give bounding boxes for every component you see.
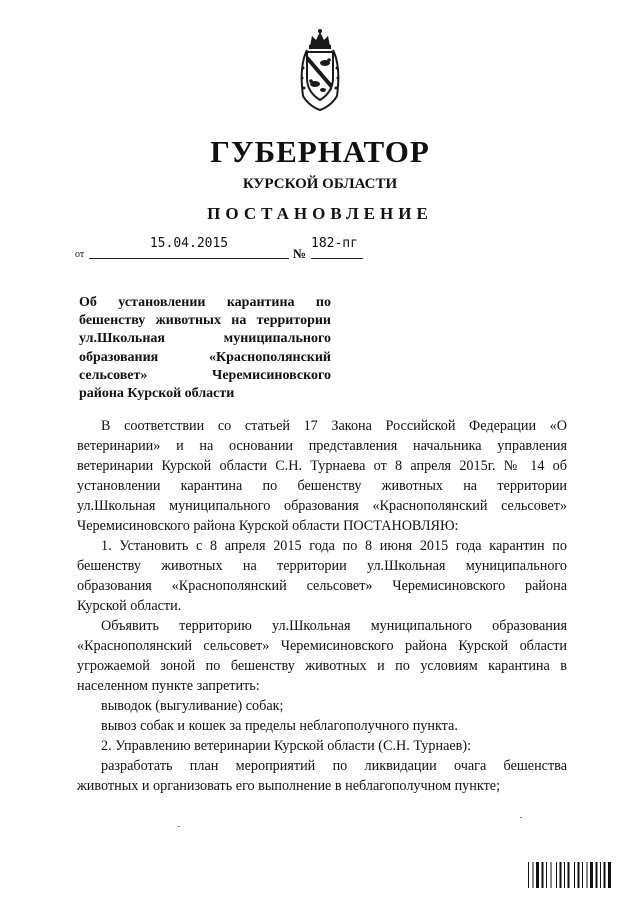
body-line: животных и организовать его выполнение в неблагополучном пункте;: [77, 778, 501, 794]
paragraph: [77, 736, 567, 756]
subject-line: ул.Школьная муниципального: [79, 331, 331, 347]
body-line: ул.Школьная муниципального образования «Краснополянский сельсовет»: [77, 498, 567, 514]
body-line: В соответствии со статьей 17 Закона Российской Федерации «О: [101, 418, 567, 434]
body-line: образования «Краснополянский сельсовет» Черемисиновского района: [77, 578, 567, 594]
document-subject: [79, 294, 331, 403]
body-line: вывоз собак и кошек за пределы неблагополучного пункта.: [101, 718, 458, 734]
subject-line: образования «Краснополянский: [79, 349, 331, 365]
number-value: 182-пг: [311, 236, 358, 251]
number-underline: [311, 258, 363, 259]
barcode-icon: [528, 862, 618, 888]
subject-line: Об установлении карантина по: [79, 295, 331, 310]
date-underline: [89, 258, 289, 259]
body-line: ветеринарии Курской области С.Н. Турнаева от 8 апреля 2015г. № 14 об: [77, 458, 567, 474]
paragraph: [77, 536, 567, 616]
body-line: 2. Управлению ветеринарии Курской области (С.Н. Турнаев):: [101, 738, 472, 754]
scan-speck: [178, 826, 180, 827]
body-line: ветеринарии» и на основании представления начальника управления: [77, 438, 567, 454]
body-line: бешенству животных на территории ул.Школьная муниципального: [77, 558, 567, 574]
paragraph: [77, 416, 567, 536]
scan-speck: [520, 817, 522, 818]
subject-line: бешенству животных на территории: [79, 313, 331, 329]
body-line: «Краснополянский сельсовет» Черемисиновского района Курской области: [77, 638, 567, 654]
body-line: населенном пункте запретить:: [77, 678, 260, 694]
body-line: Черемисиновского района Курской области ПОСТАНОВЛЯЮ:: [77, 518, 459, 534]
body-line: разработать план мероприятий по ликвидации очага бешенства: [101, 758, 567, 774]
body-line: 1. Установить с 8 апреля 2015 года по 8 июня 2015 года карантин по: [101, 538, 567, 554]
body-line: Объявить территорию ул.Школьная муниципального образования: [101, 618, 567, 634]
body-line: выводок (выгуливание) собак;: [101, 698, 284, 714]
body-line: угрожаемой зоной по бешенству животных и по условиям карантина в: [77, 658, 567, 674]
number-label: №: [293, 246, 307, 261]
paragraph: [77, 616, 567, 696]
paragraph: [77, 756, 567, 796]
paragraph: [77, 696, 567, 716]
date-number-row: [75, 236, 358, 262]
subject-line: сельсовет» Черемисиновского: [79, 367, 331, 383]
body-line: установлении карантина по бешенству животных на территории: [77, 478, 567, 494]
subject-line: района Курской области: [79, 386, 235, 402]
document-subtitle: КУРСКОЙ ОБЛАСТИ: [242, 176, 398, 192]
date-value: 15.04.2015: [149, 236, 229, 251]
document-type: ПОСТАНОВЛЕНИЕ: [207, 204, 433, 223]
body-line: Курской области.: [77, 598, 182, 614]
document-body: [77, 416, 567, 796]
document-title: ГУБЕРНАТОР: [210, 134, 430, 169]
date-label: от: [75, 249, 85, 260]
coat-of-arms-icon: [293, 26, 347, 112]
paragraph: [77, 716, 567, 736]
